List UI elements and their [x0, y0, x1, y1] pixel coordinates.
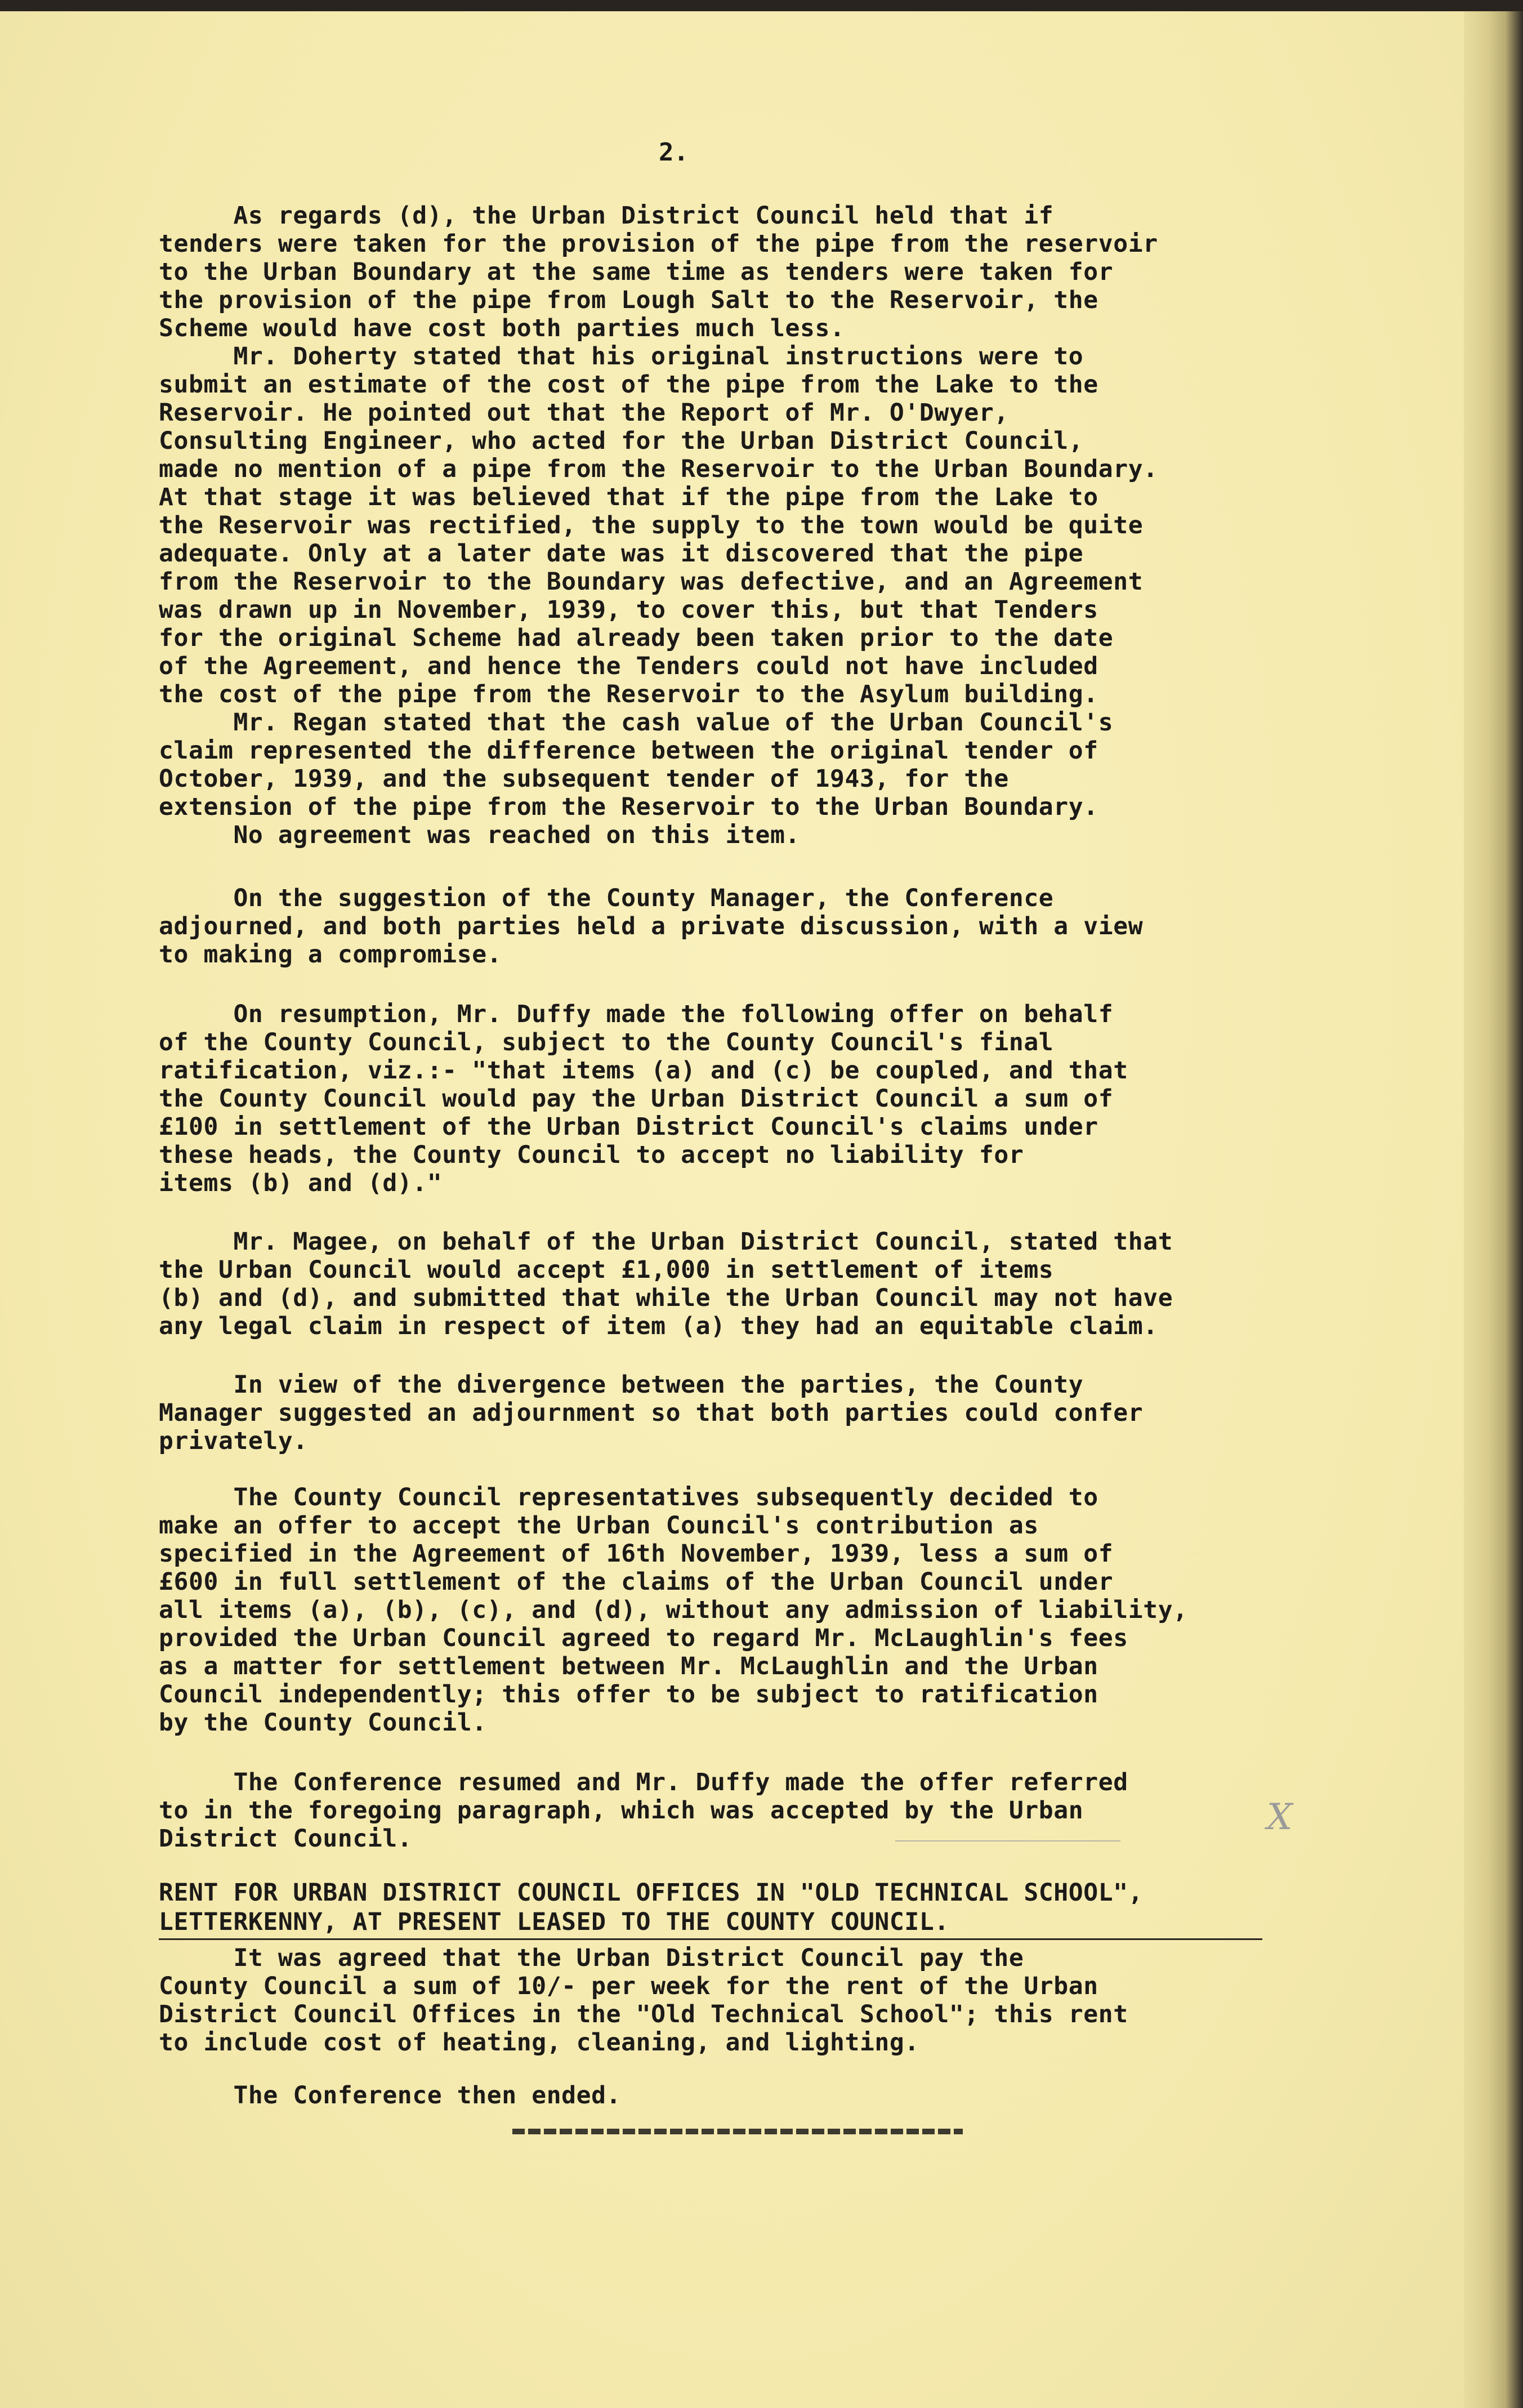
paragraph-closing: The Conference then ended. [159, 2081, 622, 2110]
paragraph-magee: Mr. Magee, on behalf of the Urban District Council, stated that the Urban Council would accept £1,000 in settlement of items (b) and (d), and submitted that while the Urban Council may not have any legal claim in respect of item (a) they had an equitable claim. [159, 1228, 1173, 1340]
end-rule [512, 2129, 963, 2134]
paragraph-adjournment: On the suggestion of the County Manager, the Conference adjourned, and both parties held a private discussion, with a view to making a compromise. [159, 884, 1144, 969]
paragraph-item-d: As regards (d), the Urban District Council held that if tenders were taken for the provision of the pipe from the reservoir to the Urban Boundary at the same time as tenders were taken for the provision of the pipe from Lough Salt to the Reservoir, the Scheme would have cost both parties much less. Mr. Doherty stated that his original instructions were to submit an estimate of the cost of the pipe from the Lake to the Reservoir. He pointed out that the Report of Mr. O'Dwyer, Consulting Engineer, who acted for the Urban District Council, made no mention of a pipe from the Reservoir to the Urban Boundary. At that stage it was believed that if the pipe from the Lake to the Reservoir was rectified, the supply to the town would be quite adequate. Only at a later date was it discovered that the pipe from the Reservoir to the Boundary was defective, and an Agreement was drawn up in November, 1939, to cover this, but that Tenders for the original Scheme had already been taken prior to the date of the Agreement, and hence the Tenders could not have included the cost of the pipe from the Reservoir to the Asylum building. Mr. Regan stated that the cash value of the Urban Council's claim represented the difference between the original tender of October, 1939, and the subsequent tender of 1943, for the extension of the pipe from the Reservoir to the Urban Boundary. No agreement was reached on this item. [159, 202, 1158, 849]
paragraph-duffy-offer: On resumption, Mr. Duffy made the following offer on behalf of the County Council, subject to the County Council's final ratification, viz.:- "that items (a) and (c) be coupled, and that the County Council would pay the Urban District Council a sum of £100 in settlement of the Urban District Council's claims under these heads, the County Council to accept no liability for items (b) and (d)." [159, 1000, 1128, 1197]
heading-line-1: RENT FOR URBAN DISTRICT COUNCIL OFFICES IN "OLD TECHNICAL SCHOOL", [159, 1879, 1144, 1907]
page-number: 2. [659, 138, 689, 167]
document-page [0, 11, 1491, 2408]
section-heading [159, 1878, 1143, 1937]
paragraph-divergence: In view of the divergence between the parties, the County Manager suggested an adjournment so that both parties could confer privately. [159, 1371, 1144, 1455]
paragraph-rent: It was agreed that the Urban District Council pay the County Council a sum of 10/- per week for the rent of the Urban District Council Offices in the "Old Technical School"; this rent to include cost of heating, cleaning, and lighting. [159, 1944, 1128, 2057]
pencil-underline [895, 1840, 1120, 1841]
heading-line-2: LETTERKENNY, AT PRESENT LEASED TO THE COUNTY COUNCIL. [159, 1908, 949, 1936]
paragraph-county-offer: The County Council representatives subsequently decided to make an offer to accept the Urban Council's contribution as specified in the Agreement of 16th November, 1939, less a sum of £600 in full settlement of the claims of the Urban Council under all items (a), (b), (c), and (d), without any admission of liability, provided the Urban Council agreed to regard Mr. McLaughlin's fees as a matter for settlement between Mr. McLaughlin and the Urban Council independently; this offer to be subject to ratification by the County Council. [159, 1483, 1188, 1737]
heading-underline [159, 1938, 1262, 1940]
margin-pencil-mark: X [1267, 1796, 1293, 1838]
paragraph-conference-resumed: The Conference resumed and Mr. Duffy made the offer referred to in the foregoing paragraph, which was accepted by the Urban District Council. [159, 1768, 1128, 1853]
page-binding-edge [1464, 11, 1523, 2408]
